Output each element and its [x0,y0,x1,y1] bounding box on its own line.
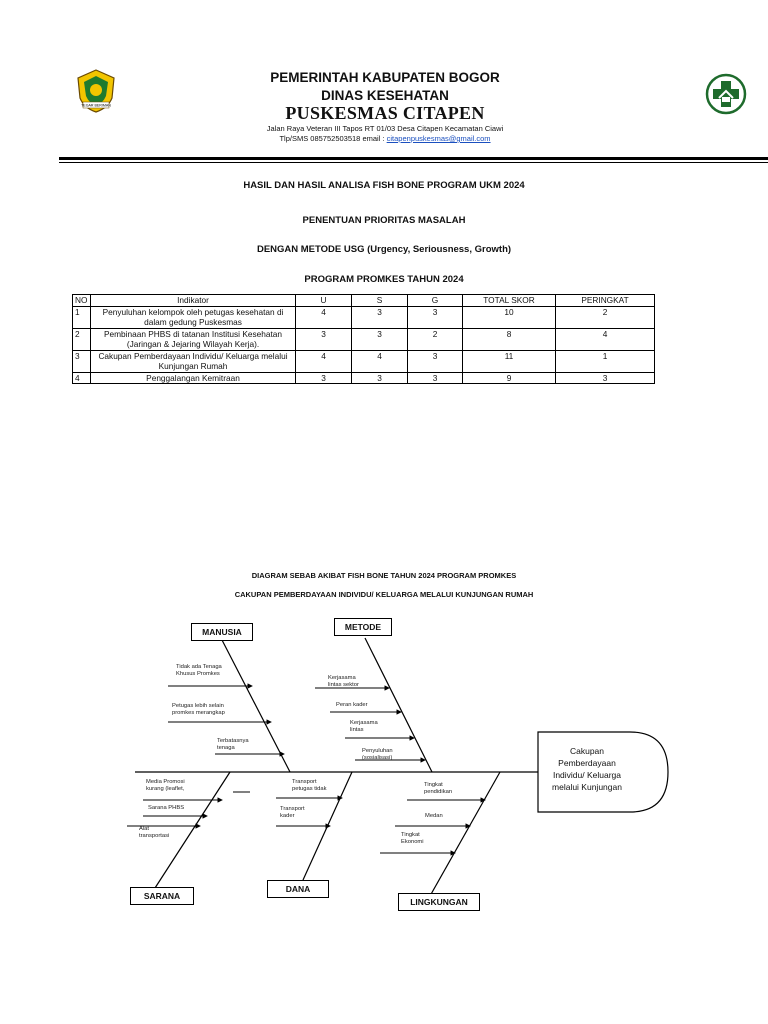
cell-indikator-line2: dalam gedung Puskesmas [144,317,242,327]
table-row [73,350,655,372]
cell-indikator-line2: (Jaringan & Jejaring Wilayah Kerja). [126,339,260,349]
cell-indikator [91,306,296,328]
table-row [73,306,655,328]
cell-total: 9 [463,372,556,384]
col-header-rank: PERINGKAT [556,295,655,307]
cause-line: petugas tidak [292,786,327,792]
cause-metode-2 [336,702,368,709]
cause-line: Sarana PHBS [148,805,185,811]
cause-line: Terbatasnya [217,738,249,744]
bogor-regency-emblem-icon [74,68,118,114]
cause-manusia-2 [172,703,225,717]
cause-manusia-3 [217,738,249,752]
cell-g: 3 [408,350,463,372]
col-header-g: G [408,295,463,307]
cause-line: promkes merangkap [172,710,225,716]
cause-line: Khusus Promkes [176,671,220,677]
method-title: DENGAN METODE USG (Urgency, Seriousness, Growth) [256,244,512,255]
cause-line: Tingkat [424,782,443,788]
cause-line: lintas sektor [328,682,359,688]
cause-line: transportasi [139,833,170,839]
usg-priority-table [72,294,655,384]
cause-line: kader [280,813,295,819]
cause-line: Tingkat [401,832,420,838]
cell-indikator-line1: Pembinaan PHBS di tatanan Institusi Kesehatan [103,328,283,339]
cause-line: Ekonomi [401,839,424,845]
cause-line: Penyuluhan [362,748,393,754]
cell-rank: 1 [556,350,655,372]
cell-indikator [91,372,296,384]
cause-line: Tidak ada Tenaga [176,664,222,670]
category-manusia: MANUSIA [191,623,253,641]
cause-line: kurang (leaflet, [146,786,185,792]
cell-total: 11 [463,350,556,372]
header-email-link[interactable]: citapenpuskesmas@gmail.com [386,134,491,143]
effect-line: Pemberdayaan [558,758,616,768]
cell-no: 2 [73,328,91,350]
cause-line: lintas [350,727,364,733]
header-department: DINAS KESEHATAN [321,88,449,103]
cause-line: (sosialisasi) [362,755,393,761]
cause-metode-4 [362,748,393,762]
fishbone-title: DIAGRAM SEBAB AKIBAT FISH BONE TAHUN 2024 PROGRAM PROMKES [251,571,517,580]
cell-total: 10 [463,306,556,328]
cell-u: 3 [296,372,352,384]
cell-rank: 3 [556,372,655,384]
report-title: HASIL DAN HASIL ANALISA FISH BONE PROGRAM UKM 2024 [243,180,525,191]
cell-rank: 2 [556,306,655,328]
cell-u: 4 [296,350,352,372]
header-email-label: email : [362,134,385,143]
header-divider [59,157,768,160]
col-header-u: U [296,295,352,307]
cell-total: 8 [463,328,556,350]
header-divider-thin [59,162,768,163]
fishbone-subtitle: CAKUPAN PEMBERDAYAAN INDIVIDU/ KELUARGA MELALUI KUNJUNGAN RUMAH [234,590,534,599]
cell-no: 1 [73,306,91,328]
cause-manusia-1 [176,664,222,678]
header-address: Jalan Raya Veteran III Tapos RT 01/03 Desa Citapen Kecamatan Ciawi [266,124,504,133]
cause-lingkungan-3 [401,832,424,846]
cell-g: 3 [408,372,463,384]
fishbone-diagram [0,600,768,930]
cause-metode-3 [350,720,378,734]
program-title: PROGRAM PROMKES TAHUN 2024 [304,274,464,285]
cause-line: Medan [425,813,443,819]
col-header-indikator: Indikator [91,295,296,307]
cell-s: 3 [352,328,408,350]
bone-manusia [222,640,290,772]
puskesmas-logo-icon [705,73,747,115]
cause-line: Peran kader [336,702,368,708]
cause-dana-1 [292,779,326,793]
header-phone: Tlp/SMS 085752503518 [279,134,361,143]
cell-s: 3 [352,306,408,328]
effect-line: Cakupan [569,746,605,756]
cause-lingkungan-1 [424,782,452,796]
cause-line: tenaga [217,745,235,751]
cell-rank: 4 [556,328,655,350]
category-metode: METODE [334,618,392,636]
cell-s: 3 [352,372,408,384]
header-contact [200,134,570,143]
cause-line: Alat [139,826,149,832]
col-header-no: NO [73,295,91,307]
category-dana: DANA [267,880,329,898]
cell-g: 3 [408,306,463,328]
cause-line: Kerjasama [328,675,356,681]
section-title: PENENTUAN PRIORITAS MASALAH [302,215,466,226]
table-header-row [73,295,655,307]
cause-line: pendidikan [424,789,453,795]
cause-lingkungan-2 [425,813,443,820]
table-row [73,328,655,350]
category-sarana: SARANA [130,887,194,905]
cell-indikator-line1: Penggalangan Kemitraan [146,372,240,383]
table-row [73,372,655,384]
cause-metode-1 [328,675,359,689]
cause-line: Media Promosi [146,779,185,785]
cause-sarana-3 [139,826,169,840]
svg-text:TEGAR BERIMAN: TEGAR BERIMAN [81,103,111,108]
effect-line: Individu/ Keluarga [552,770,622,780]
col-header-s: S [352,295,408,307]
cell-s: 4 [352,350,408,372]
col-header-total: TOTAL SKOR [463,295,556,307]
cause-dana-2 [280,806,305,820]
cell-g: 2 [408,328,463,350]
cell-indikator [91,328,296,350]
cause-sarana-1 [146,779,185,793]
cell-indikator-line1: Penyuluhan kelompok oleh petugas kesehatan di [102,306,284,317]
cause-line: Petugas lebih selain [172,703,224,709]
cell-u: 4 [296,306,352,328]
category-lingkungan: LINGKUNGAN [398,893,480,911]
cell-indikator-line1: Cakupan Pemberdayaan Individu/ Keluarga melalui [98,350,288,361]
fishbone-effect-label [540,745,634,793]
header-government: PEMERINTAH KABUPATEN BOGOR [270,70,500,85]
cause-sarana-2 [148,805,184,812]
header-puskesmas: PUSKESMAS CITAPEN [285,103,485,123]
cause-line: Transport [292,779,317,785]
cause-line: Kerjasama [350,720,378,726]
effect-line: melalui Kunjungan [552,782,622,792]
cell-u: 3 [296,328,352,350]
cause-line: Transport [280,806,305,812]
cell-indikator-line2: Kunjungan Rumah [158,361,228,371]
cell-no: 4 [73,372,91,384]
cell-indikator [91,350,296,372]
cell-no: 3 [73,350,91,372]
